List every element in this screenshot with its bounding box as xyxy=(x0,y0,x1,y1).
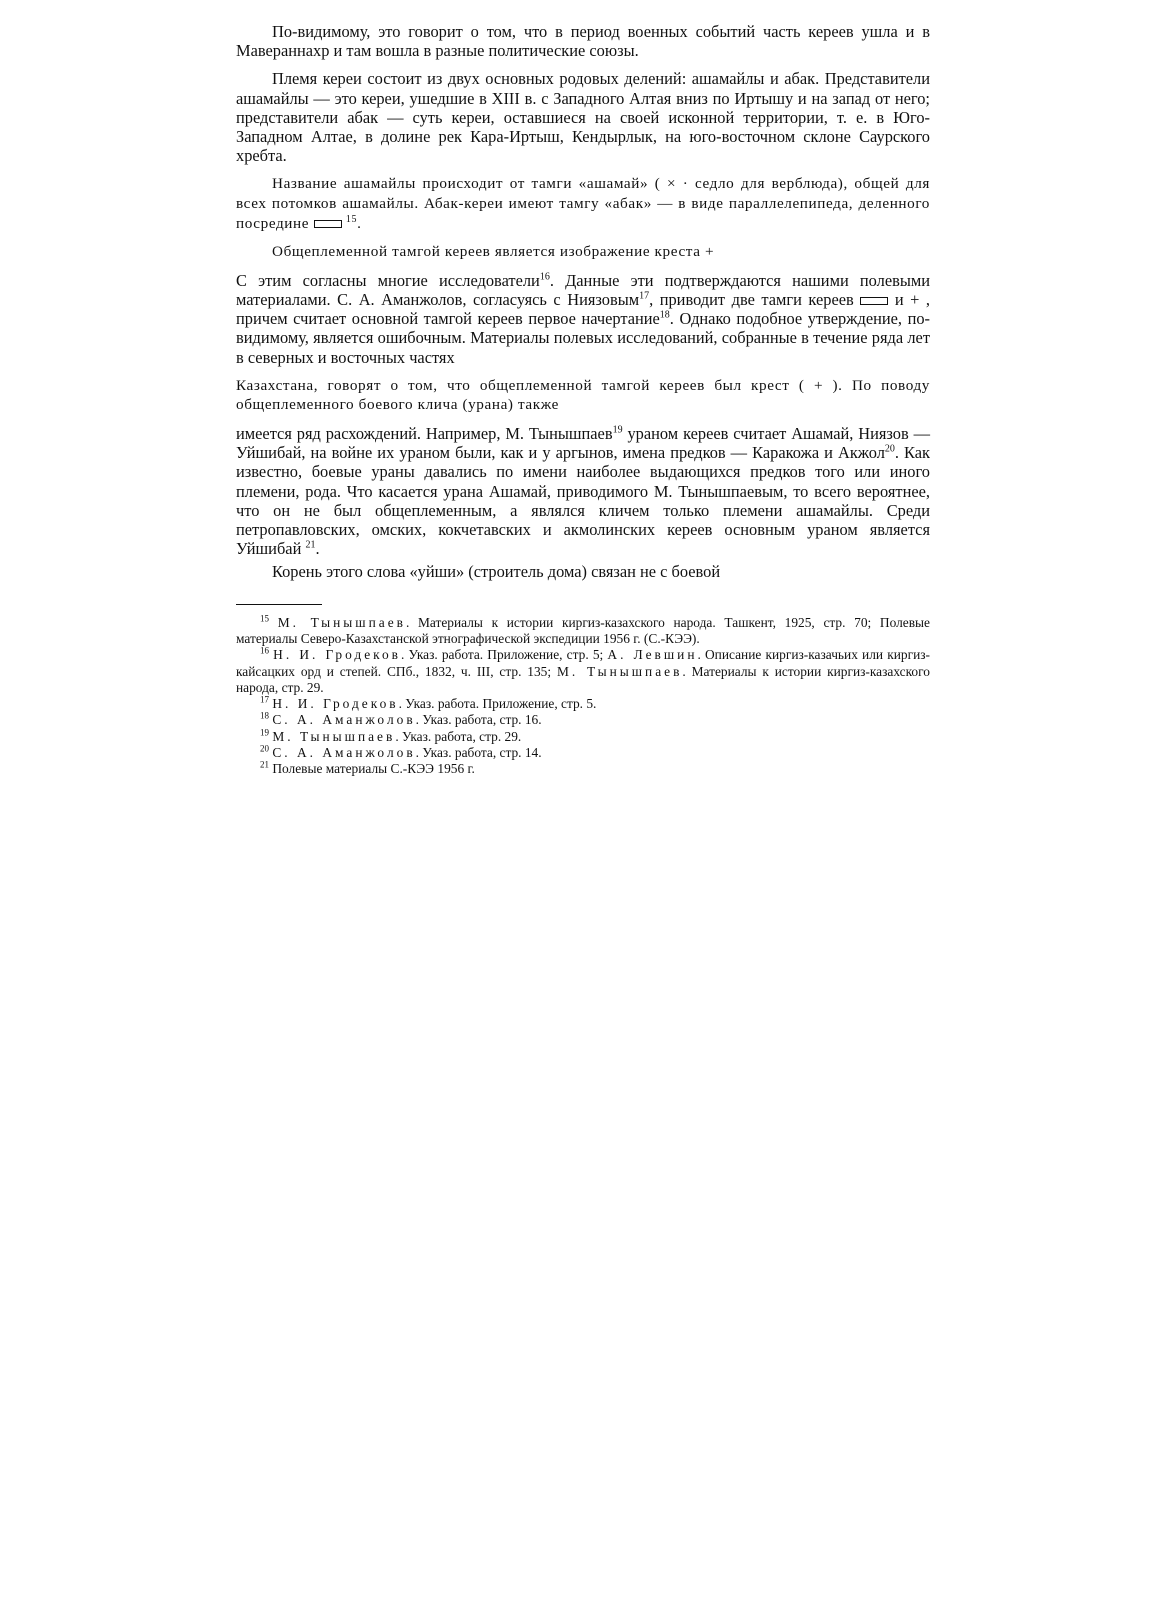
footnote-text: . Указ. работа. Приложение, стр. 5; xyxy=(401,647,608,663)
paragraph-text: Название ашамайлы происходит от тамги «ашамай» ( × · седло для верблюда), общей для всех потомков ашамайлы. Абак-кереи имеют тамгу «абак» — в виде параллелепипеда, деленного посредине xyxy=(236,175,930,232)
footnote-ref: 20 xyxy=(884,443,895,455)
paragraph-2 xyxy=(236,69,930,165)
footnote-text: . Указ. работа, стр. 16. xyxy=(415,712,542,728)
footnotes xyxy=(236,615,930,778)
footnote-author: С. А. Аманжолов xyxy=(272,745,416,760)
footnote-17 xyxy=(236,696,930,712)
footnote-text: . Указ. работа, стр. 14. xyxy=(415,745,542,760)
paragraph-4 xyxy=(236,242,930,262)
footnote-number: 19 xyxy=(260,727,269,738)
footnote-number: 20 xyxy=(260,743,269,754)
paragraph-text: имеется ряд расхождений. Например, М. Тынышпаев xyxy=(236,424,613,443)
footnote-text: . Указ. работа, стр. 29. xyxy=(395,728,522,744)
paragraph-8 xyxy=(236,562,930,581)
footnote-author: А. Левшин xyxy=(607,647,698,663)
footnote-text: . Указ. работа. Приложение, стр. 5. xyxy=(398,696,597,712)
paragraph-text: и + , причем считает основной тамгой кереев первое начертание xyxy=(236,290,930,329)
footnote-author: С. А. Аманжолов xyxy=(272,712,416,728)
footnote-ref: 17 xyxy=(639,290,650,302)
footnote-ref: 21 xyxy=(305,539,316,551)
paragraph-text: Казахстана, говорят о том, что общеплеменной тамгой кереев был крест ( + ). По поводу общеплеменного боевого клича (урана) также xyxy=(236,376,930,414)
footnote-number: 17 xyxy=(260,694,269,705)
footnote-ref: 18 xyxy=(659,309,670,321)
paragraph-text: Племя кереи состоит из двух основных родовых делений: ашамайлы и абак. Представители ашамайлы — это кереи, ушедшие в XIII в. с Западного Алтая вниз по Иртышу и на запад от него; представители абак — суть кереи, оставшиеся на своей исконной территории, т. е. в Юго-Западном Алтае, в долине рек Кара-Иртыш, Кендырлык, на юго-восточном склоне Саурского хребта. xyxy=(236,69,930,166)
footnote-15 xyxy=(236,615,930,648)
footnote-ref: 15 xyxy=(345,213,358,225)
paragraph-text: . Однако подобное утверждение, по-видимому, является ошибочным. Материалы полевых исследований, собранные в течение ряда лет в северных и восточных частях xyxy=(236,309,930,367)
paragraph-5 xyxy=(236,271,930,367)
footnote-author: Н. И. Гродеков xyxy=(272,696,399,712)
paragraph-text: С этим согласны многие исследователи xyxy=(236,270,540,290)
abak-tamga-icon xyxy=(314,220,342,228)
footnote-author: М. Тынышпаев xyxy=(272,728,396,744)
footnote-text: Полевые материалы С.-КЭЭ 1956 г. xyxy=(272,761,475,777)
abak-tamga-icon xyxy=(860,297,888,305)
footnote-text: . Материалы к истории киргиз-казахского народа. Ташкент, 1925, стр. 70; Полевые материалы Северо-Казахстанской этнографической экспедиции 1956 г. (С.-КЭЭ). xyxy=(236,614,930,646)
footnote-author: Н. И. Гродеков xyxy=(273,647,402,663)
footnote-21 xyxy=(236,761,930,777)
paragraph-text: . Как известно, боевые ураны давались по имени наиболее выдающихся предков того или иного племени, рода. Что касается урана Ашамай, приводимого М. Тынышпаевым, то всего вероятнее, что он не был общеплеменным, а являлся кличем только племени ашамайлы. Среди петропавловских, омских, кокчетавских и акмолинских кереев основным ураном является Уйшибай xyxy=(236,443,930,559)
main-text xyxy=(236,22,930,582)
footnote-ref: 16 xyxy=(539,271,550,283)
paragraph-6 xyxy=(236,376,930,415)
footnote-18 xyxy=(236,712,930,728)
footnote-text: . Описание киргиз-казачьих или киргиз-кайсацких орд и степей. СПб., 1832, ч. III, стр. 135; xyxy=(236,647,930,679)
paragraph-text: ураном кереев считает Ашамай, Ниязов — Уйшибай, на войне их ураном были, как и у аргынов, имена предков — Каракожа и Акжол xyxy=(236,424,930,463)
footnote-number: 21 xyxy=(260,759,269,770)
footnote-ref: 19 xyxy=(612,424,623,436)
paragraph-text: , приводит две тамги кереев xyxy=(649,290,854,309)
paragraph-3: Название ашамайлы происходит от тамги «ашамай» ( × · седло для верблюда), общей для всех потомков ашамайлы. Абак-кереи имеют тамгу «абак» — в виде параллелепипеда, деленного посредине $^{15}$. xyxy=(236,175,930,232)
footnote-author: М. Тынышпаев xyxy=(277,614,406,630)
footnote-number: 15 xyxy=(260,613,269,624)
footnote-19 xyxy=(236,729,930,745)
footnote-number: 18 xyxy=(260,710,269,721)
document-page xyxy=(236,22,930,778)
footnote-16 xyxy=(236,647,930,696)
footnote-author: М. Тынышпаев xyxy=(556,663,683,679)
paragraph-text: Корень этого слова «уйши» (строитель дома) связан не с боевой xyxy=(272,562,721,582)
footnote-divider xyxy=(236,604,322,605)
footnote-20 xyxy=(236,745,930,761)
paragraph-text: По-видимому, это говорит о том, что в период военных событий часть кереев ушла и в Мавераннахр и там вошла в разные политические союзы. xyxy=(236,22,930,61)
footnote-number: 16 xyxy=(260,645,269,656)
paragraph-text: . Данные эти подтверждаются нашими полевыми материалами. С. А. Аманжолов, согласуясь с Ниязовым xyxy=(236,270,930,309)
footnote-text: . Материалы к истории киргиз-казахского народа, стр. 29. xyxy=(236,663,930,695)
paragraph-1 xyxy=(236,22,930,60)
paragraph-7: имеется ряд расхождений. Например, М. Тынышпаев$^{19}$ ураном кереев считает Ашамай, Ниязов — Уйшибай, на войне их ураном были, как и у аргынов, имена предков — Каракожа и Акжол$^{20}$. Как известно, боевые ураны давались по имени наиболее выдающихся предков того или иного племени, рода. Что касается урана Ашамай, приводимого М. Тынышпаевым, то всего вероятнее, что он не был общеплеменным, а являлся кличем только племени ашамайлы. Среди петропавловских, омских, кокчетавских и акмолинских кереев основным ураном является Уйшибай $^{21}$. xyxy=(236,424,930,559)
paragraph-text: Общеплеменной тамгой кереев является изображение креста + xyxy=(272,243,715,261)
